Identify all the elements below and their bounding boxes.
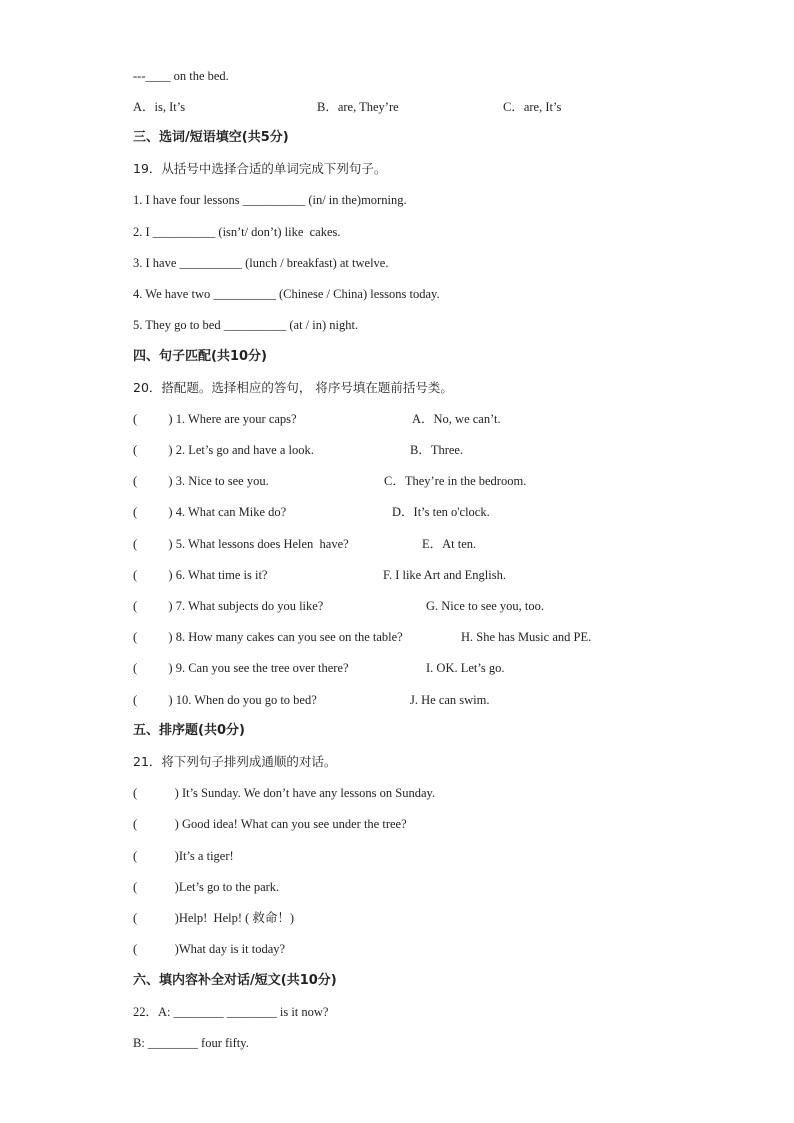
q21-item-6: ( )What day is it today? [133, 942, 286, 956]
section6-heading: 六、填内容补全对话/短文(共10分) [133, 973, 337, 988]
q20-question-9: ( ) 9. Can you see the tree over there? [133, 661, 349, 675]
q19-item-3: 3. I have __________ (lunch / breakfast) at twelve. [133, 256, 389, 270]
q20-question-3: ( ) 3. Nice to see you. [133, 474, 269, 488]
q20-answer-e: E．At ten. [422, 537, 477, 551]
q21-item-3: ( )It’s a tiger! [133, 849, 234, 863]
q18-stem: ---____ on the bed. [133, 69, 229, 83]
section5-heading: 五、排序题(共0分) [133, 723, 245, 738]
q21-item-1: ( ) It’s Sunday. We don’t have any lessons on Sunday. [133, 786, 436, 800]
section4-heading: 四、句子匹配(共10分) [133, 349, 267, 364]
q20-question-6: ( ) 6. What time is it? [133, 568, 268, 582]
q20-answer-h: H. She has Music and PE. [461, 630, 592, 644]
q20-question-2: ( ) 2. Let’s go and have a look. [133, 443, 314, 457]
q20-question-8: ( ) 8. How many cakes can you see on the table? [133, 630, 403, 644]
q20-answer-c: C．They’re in the bedroom. [384, 474, 527, 488]
q20-answer-b: B．Three. [410, 443, 464, 457]
q20-answer-g: G. Nice to see you, too. [426, 599, 545, 613]
q19-item-5: 5. They go to bed __________ (at / in) night. [133, 318, 359, 332]
q20-answer-j: J. He can swim. [410, 693, 490, 707]
q20-answer-d: D．It’s ten o'clock. [392, 505, 490, 519]
q20-question-7: ( ) 7. What subjects do you like? [133, 599, 324, 613]
q18-option-b: B．are, They’re [317, 100, 399, 114]
q20-answer-a: A．No, we can’t. [412, 412, 501, 426]
q19-item-4: 4. We have two __________ (Chinese / China) lessons today. [133, 287, 440, 301]
q19-title: 19．从括号中选择合适的单词完成下列句子。 [133, 161, 387, 176]
section3-heading: 三、选词/短语填空(共5分) [133, 130, 289, 145]
q18-option-c: C．are, It’s [503, 100, 562, 114]
q19-item-2: 2. I __________ (isn’t/ don’t) like cakes. [133, 225, 341, 239]
q22-line-b: B: ________ four fifty. [133, 1036, 249, 1050]
q20-answer-f: F. I like Art and English. [383, 568, 506, 582]
q21-item-4: ( )Let’s go to the park. [133, 880, 280, 894]
q20-question-1: ( ) 1. Where are your caps? [133, 412, 297, 426]
q20-question-10: ( ) 10. When do you go to bed? [133, 693, 317, 707]
q21-item-2: ( ) Good idea! What can you see under the tree? [133, 817, 407, 831]
q19-item-1: 1. I have four lessons __________ (in/ in the)morning. [133, 193, 407, 207]
q20-title: 20．搭配题。选择相应的答句， 将序号填在题前括号类。 [133, 380, 453, 395]
q20-answer-i: I. OK. Let’s go. [426, 661, 505, 675]
q21-item-5: ( )Help! Help! ( 救命！) [133, 911, 295, 925]
q21-title: 21．将下列句子排列成通顺的对话。 [133, 754, 337, 769]
q20-question-5: ( ) 5. What lessons does Helen have? [133, 537, 349, 551]
q22-line-a: 22．A: ________ ________ is it now? [133, 1005, 329, 1019]
q20-question-4: ( ) 4. What can Mike do? [133, 505, 287, 519]
q18-option-a: A．is, It’s [133, 100, 186, 114]
